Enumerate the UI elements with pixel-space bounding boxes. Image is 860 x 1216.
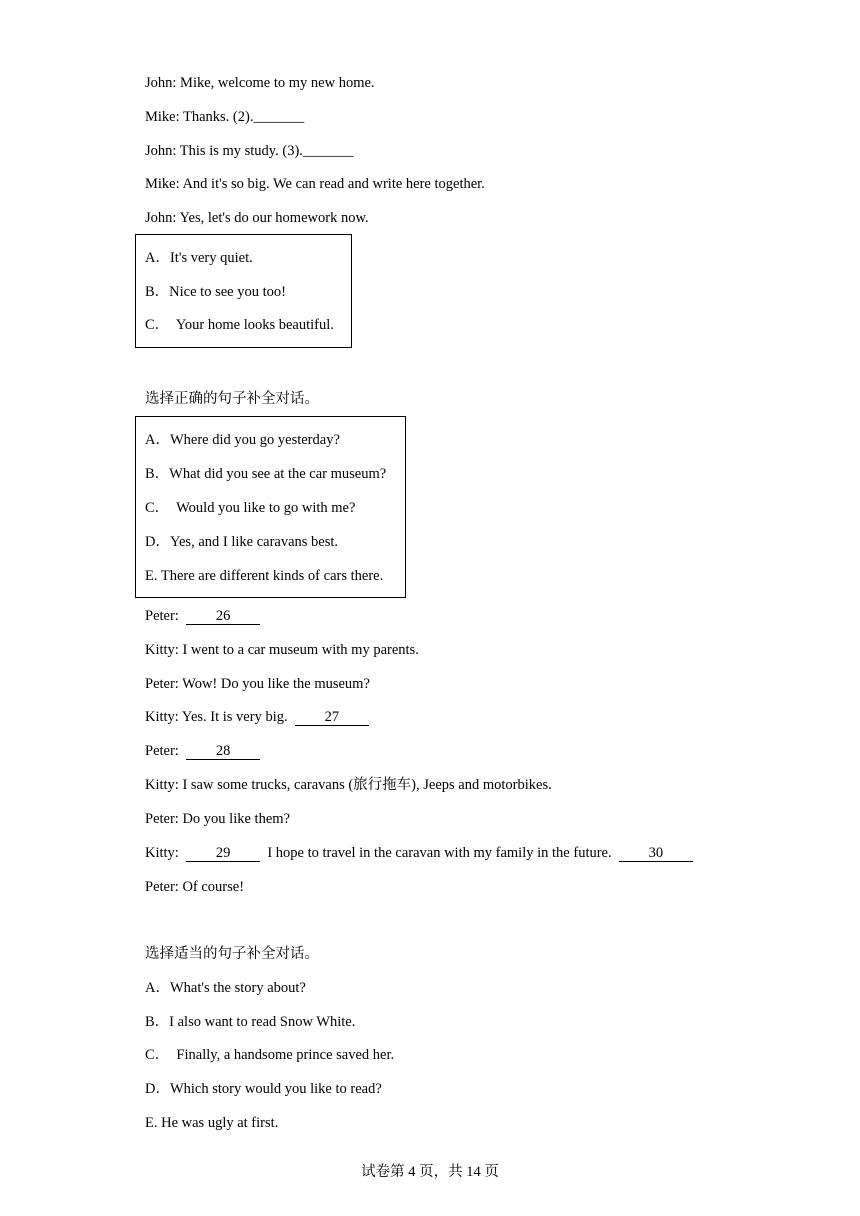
dialogue-line: [145, 607, 260, 625]
answer-blank[interactable]: 28: [186, 743, 260, 760]
option-a: A．It's very quiet.: [145, 250, 253, 266]
option-e: E. There are different kinds of cars there.: [145, 568, 384, 584]
option-a: A．What's the story about?: [145, 980, 306, 996]
speaker: Peter:: [145, 743, 179, 759]
option-c: C． Would you like to go with me?: [145, 500, 356, 516]
option-a: A．Where did you go yesterday?: [145, 432, 340, 448]
answer-blank[interactable]: 27: [295, 709, 369, 726]
page-footer: 试卷第 4 页，共 14 页: [361, 1164, 499, 1180]
dialogue-text: Kitty: Yes. It is very big.: [145, 709, 288, 725]
option-b: B．Nice to see you too!: [145, 284, 286, 300]
option-b: B．What did you see at the car museum?: [145, 466, 387, 482]
speaker: Peter:: [145, 608, 179, 624]
dialogue-line: Peter: Wow! Do you like the museum?: [145, 676, 370, 692]
option-c: C． Finally, a handsome prince saved her.: [145, 1047, 395, 1063]
option-b: B．I also want to read Snow White.: [145, 1014, 356, 1030]
answer-blank[interactable]: 30: [619, 845, 693, 862]
dialogue-line: [145, 708, 369, 726]
option-d: D．Which story would you like to read?: [145, 1081, 382, 1097]
answer-blank[interactable]: 26: [186, 608, 260, 625]
dialogue-line: [145, 844, 693, 862]
dialogue-line: Peter: Of course!: [145, 879, 245, 895]
dialogue-line: Kitty: I went to a car museum with my parents.: [145, 642, 419, 658]
dialogue-line: John: Mike, welcome to my new home.: [145, 75, 375, 91]
dialogue-line: Peter: Do you like them?: [145, 811, 290, 827]
dialogue-line: John: This is my study. (3)._______: [145, 143, 354, 159]
answer-blank[interactable]: 29: [186, 845, 260, 862]
option-e: E. He was ugly at first.: [145, 1115, 279, 1131]
dialogue-line: Mike: Thanks. (2)._______: [145, 109, 305, 125]
option-d: D．Yes, and I like caravans best.: [145, 534, 339, 550]
dialogue-line: Mike: And it's so big. We can read and write here together.: [145, 176, 485, 192]
section-instruction: 选择正确的句子补全对话。: [145, 391, 319, 407]
dialogue-text: I hope to travel in the caravan with my family in the future.: [267, 845, 612, 861]
dialogue-line: [145, 742, 260, 760]
dialogue-line: John: Yes, let's do our homework now.: [145, 210, 369, 226]
speaker: Kitty:: [145, 845, 179, 861]
dialogue-line: Kitty: I saw some trucks, caravans (旅行拖车), Jeeps and motorbikes.: [145, 777, 552, 793]
option-c: C． Your home looks beautiful.: [145, 317, 334, 333]
section-instruction: 选择适当的句子补全对话。: [145, 946, 319, 962]
